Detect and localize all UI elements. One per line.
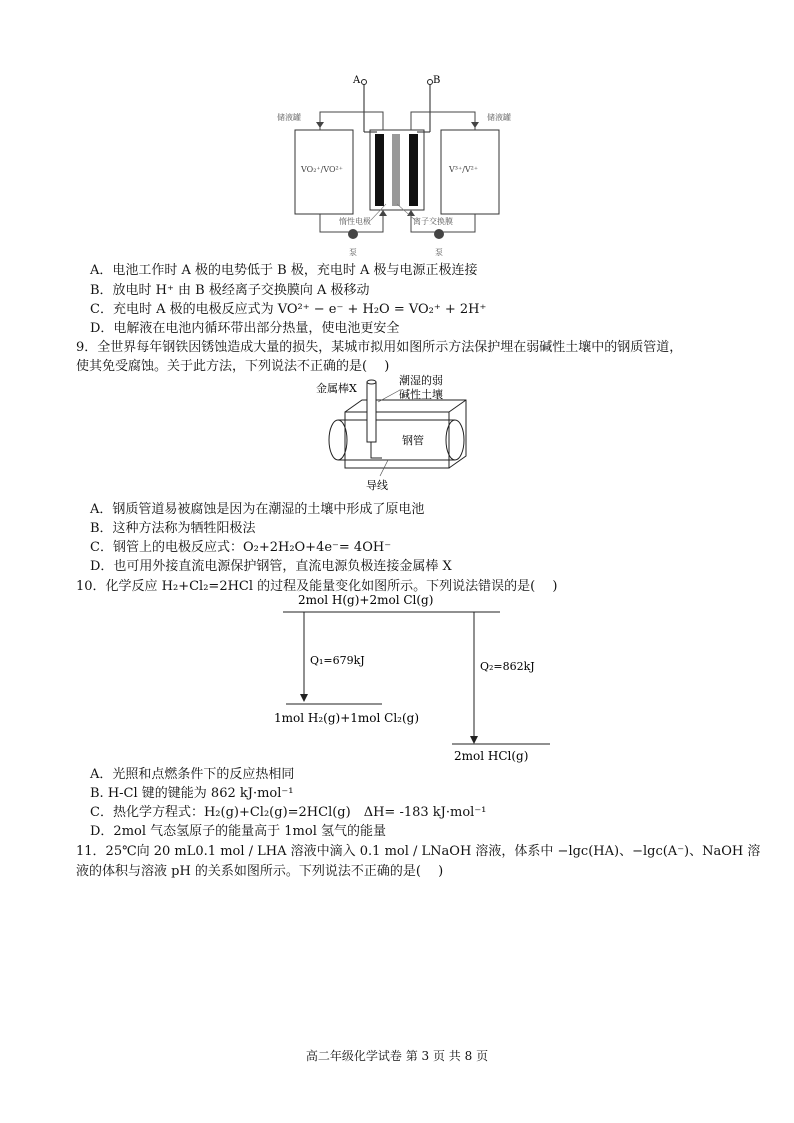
bottom-level-label: 2mol HCl(g) [454, 749, 529, 763]
q8-option-b: B．放电时 H⁺ 由 B 极经离子交换膜向 A 极移动 [90, 283, 370, 298]
soil-label-line1: 潮湿的弱 [399, 374, 443, 387]
q11-stem-line1: 11．25℃向 20 mL0.1 mol / LHA 溶液中滴入 0.1 mol / LNaOH 溶液，体系中 −lgc(HA)、−lgc(A⁻)、NaOH 溶 [76, 844, 761, 859]
q8-option-d: D．电解液在电池内循环带出部分热量，使电池更安全 [90, 321, 400, 336]
pipe-protection-diagram [310, 372, 480, 494]
q10-option-c: C．热化学方程式：H₂(g)+Cl₂(g)=2HCl(g) ΔH= -183 kJ·mol⁻¹ [90, 805, 487, 820]
q9-option-c: C．钢管上的电极反应式：O₂+2H₂O+4e⁻= 4OH⁻ [90, 540, 392, 555]
q11-stem-line2: 液的体积与溶液 pH 的关系如图所示。下列说法不正确的是( ) [76, 864, 444, 879]
left-tank-label: 储液罐 [277, 113, 301, 122]
left-solution-label: VO₂⁺/VO²⁺ [301, 165, 343, 174]
q2-label: Q₂=862kJ [480, 660, 535, 673]
wire-label: 导线 [366, 479, 388, 492]
q9-option-b: B．这种方法称为牺牲阳极法 [90, 521, 256, 536]
left-pump-label: 泵 [349, 248, 357, 257]
q8-option-c: C．充电时 A 极的电极反应式为 VO²⁺ − e⁻ + H₂O = VO₂⁺ + 2H⁺ [90, 302, 487, 317]
right-pump-label: 泵 [435, 248, 443, 257]
q10-option-a: A．光照和点燃条件下的反应热相同 [90, 767, 295, 782]
soil-label-line2: 碱性土壤 [399, 388, 443, 401]
page-footer: 高二年级化学试卷 第 3 页 共 8 页 [305, 1049, 489, 1063]
right-solution-label: V³⁺/V²⁺ [449, 165, 479, 174]
terminal-a-label: A [353, 75, 361, 86]
pipe-label: 钢管 [402, 434, 424, 447]
q9-option-d: D．也可用外接直流电源保护钢管，直流电源负极连接金属棒 X [90, 559, 452, 574]
inert-electrode-label: 惰性电极 [339, 217, 371, 226]
pipe-protection-svg [310, 372, 480, 494]
q10-stem: 10．化学反应 H₂+Cl₂=2HCl 的过程及能量变化如图所示。下列说法错误的是( ) [76, 579, 558, 594]
q8-option-a: A．电池工作时 A 极的电势低于 B 极，充电时 A 极与电源正极连接 [90, 263, 478, 278]
top-level-label: 2mol H(g)+2mol Cl(g) [298, 593, 434, 607]
q10-option-b: B. H-Cl 键的键能为 862 kJ·mol⁻¹ [90, 786, 294, 801]
ion-membrane-label: 离子交换膜 [413, 217, 453, 226]
q9-stem-line1: 9．全世界每年钢铁因锈蚀造成大量的损失，某城市拟用如图所示方法保护埋在弱碱性土壤中的钢质管道， [76, 340, 683, 355]
metal-rod-label: 金属棒X [316, 382, 357, 395]
flow-battery-diagram [265, 72, 527, 262]
q9-stem-line2: 使其免受腐蚀。关于此方法，下列说法不正确的是( ) [76, 359, 390, 374]
flow-battery-svg [265, 72, 527, 262]
q1-label: Q₁=679kJ [310, 654, 365, 667]
mid-level-label: 1mol H₂(g)+1mol Cl₂(g) [274, 711, 420, 725]
terminal-b-label: B [433, 75, 441, 86]
right-tank-label: 储液罐 [487, 113, 511, 122]
q9-option-a: A．钢质管道易被腐蚀是因为在潮湿的土壤中形成了原电池 [90, 502, 425, 517]
energy-diagram-svg [268, 592, 554, 764]
q10-option-d: D．2mol 气态氢原子的能量高于 1mol 氢气的能量 [90, 824, 386, 839]
energy-diagram [268, 592, 554, 764]
